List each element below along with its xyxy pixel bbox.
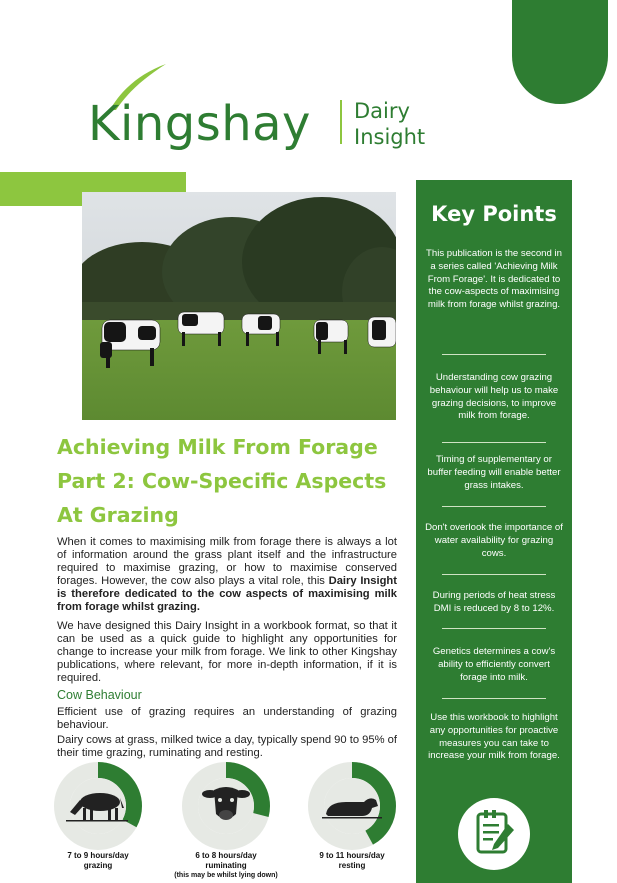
grazing-time-donut [52, 760, 144, 852]
notepad-pen-icon [458, 798, 530, 870]
ruminating-time-donut [180, 760, 272, 852]
grazing-hours: 7 to 9 hours/day [67, 851, 129, 860]
key-point-divider [442, 574, 546, 575]
logo-subtitle-line2: Insight [354, 125, 426, 149]
key-point-item: Don't overlook the importance of water availability for grazing cows. [425, 522, 563, 559]
key-point-divider [442, 628, 546, 629]
resting-hours: 9 to 11 hours/day [319, 851, 385, 860]
key-points-panel [416, 180, 572, 883]
workbook-paragraph: We have designed this Dairy Insight in a workbook format, so that it can be used as a quick guide to highlight any opportunities for change to increase your milk from forage. We link to other Kingshay publications, where relevant, for more in-depth information, if it is required. [57, 620, 397, 684]
title-line-1: Achieving Milk From Forage [57, 435, 378, 459]
key-point-item: During periods of heat stress DMI is reduced by 8 to 12%. [432, 590, 556, 614]
resting-activity: resting [338, 861, 366, 870]
cow-behaviour-paragraph-1: Efficient use of grazing requires an understanding of grazing behaviour. [57, 706, 397, 731]
key-point-divider [442, 698, 546, 699]
key-point-item: Understanding cow grazing behaviour will help us to make grazing decisions, to improve milk from forage. [429, 372, 559, 422]
key-points-title: Key Points [431, 202, 557, 226]
kingshay-logo [88, 62, 448, 172]
intro-paragraph [57, 536, 397, 613]
logo-subtitle [354, 98, 425, 150]
cows-grazing-photo [82, 192, 396, 420]
ruminating-activity: ruminating [205, 861, 247, 870]
key-point-divider [442, 506, 546, 507]
key-point-divider [442, 442, 546, 443]
intro-text: When it comes to maximising milk from forage there is always a lot of information around the grass plant itself and the infrastructure required to maximise grazing, or how to maximise conserved forages. However, the cow also plays a vital role, this [57, 536, 397, 587]
logo-subtitle-line1: Dairy [354, 99, 410, 123]
key-point-item: Use this workbook to highlight any opportunities for proactive measures you can take to increase your milk from forage. [428, 712, 560, 762]
title-line-2: Part 2: Cow-Specific Aspects [57, 469, 387, 493]
key-point-item: Timing of supplementary or buffer feeding will enable better grass intakes. [427, 454, 561, 491]
resting-label [277, 851, 427, 871]
corner-tab [512, 0, 608, 104]
page-title [57, 430, 407, 532]
title-line-3: At Grazing [57, 503, 179, 527]
section-heading-cow-behaviour: Cow Behaviour [57, 688, 142, 702]
ruminating-hours: 6 to 8 hours/day [195, 851, 257, 860]
grazing-activity: grazing [83, 861, 113, 870]
logo-wordmark: Kingshay [88, 96, 311, 152]
intro-bold-text: Dairy Insight is therefore dedicated to the cow aspects of maximising milk from forage whilst grazing. [57, 574, 397, 613]
cow-behaviour-paragraph-2: Dairy cows at grass, milked twice a day, typically spend 90 to 95% of their time grazing, ruminating and resting. [57, 734, 397, 759]
resting-time-donut [306, 760, 398, 852]
logo-divider [340, 100, 342, 144]
ruminating-note: (this may be whilst lying down) [174, 872, 278, 879]
key-point-item: This publication is the second in a series called 'Achieving Milk From Forage'. It is dedicated to the cow-aspects of maximising milk from forage whilst grazing. [426, 248, 562, 311]
key-point-item: Genetics determines a cow's ability to efficiently convert forage into milk. [432, 646, 556, 683]
key-point-divider [442, 354, 546, 355]
